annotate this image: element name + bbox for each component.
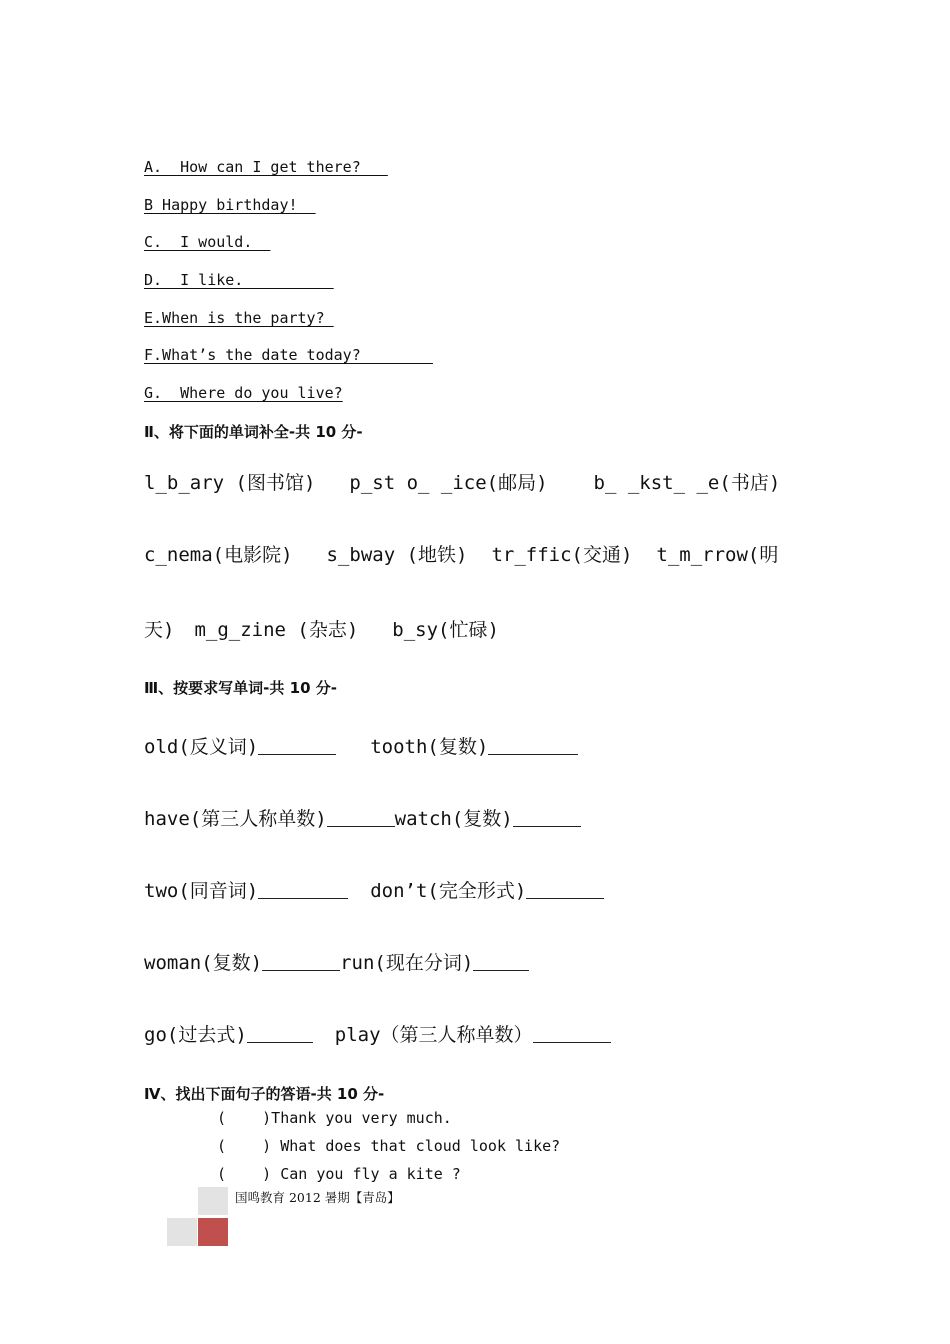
word-completion-row-2 — [144, 540, 778, 567]
footer-accent-square — [198, 1218, 228, 1246]
answer-option-c: C. I would. — [144, 233, 271, 251]
word-item: s_bway (地铁) — [326, 544, 468, 566]
word-prompt: woman(复数) — [144, 952, 263, 974]
word-prompt: run(现在分词) — [340, 952, 474, 974]
answer-option-b: B Happy birthday! — [144, 196, 316, 214]
word-completion-row-3 — [144, 615, 499, 642]
word-prompt: watch(复数) — [394, 808, 513, 830]
footer-decoration-square — [167, 1218, 197, 1246]
answer-blank[interactable] — [258, 753, 336, 755]
section-heading-2: Ⅱ、将下面的单词补全-共 10 分- — [144, 423, 363, 441]
word-item: b_sy(忙碌) — [392, 619, 499, 641]
word-prompt: go(过去式) — [144, 1024, 247, 1046]
answer-option-e: E.When is the party? — [144, 309, 334, 327]
word-item: l_b_ary (图书馆) — [144, 472, 316, 494]
answer-option-f: F.What’s the date today? — [144, 346, 433, 364]
answer-blank[interactable] — [247, 1041, 313, 1043]
word-prompt: don’t(完全形式) — [370, 880, 527, 902]
answer-blank[interactable] — [473, 969, 529, 971]
word-prompt: old(反义词) — [144, 736, 259, 758]
word-prompt: tooth(复数) — [370, 736, 489, 758]
section-heading-3: Ⅲ、按要求写单词-共 10 分- — [144, 679, 337, 697]
word-item: m_g_zine (杂志) — [194, 619, 359, 641]
word-prompt: have(第三人称单数) — [144, 808, 327, 830]
answer-blank[interactable] — [262, 969, 340, 971]
answer-blank[interactable] — [488, 753, 578, 755]
word-item: b_ _kst_ _e(书店) — [593, 472, 781, 494]
answer-blank[interactable] — [327, 825, 395, 827]
answer-option-g: G. Where do you live? — [144, 384, 343, 402]
answer-blank[interactable] — [533, 1041, 611, 1043]
answer-option-d: D. I like. — [144, 271, 334, 289]
word-item: 天) — [144, 619, 175, 641]
word-form-row — [144, 1020, 611, 1047]
question-item: ( ) What does that cloud look like? — [217, 1137, 561, 1155]
answer-option-a: A. How can I get there? — [144, 158, 388, 176]
word-item: p_st o_ _ice(邮局) — [349, 472, 548, 494]
word-item: c_nema(电影院) — [144, 544, 293, 566]
question-item: ( ) Can you fly a kite ? — [217, 1165, 461, 1183]
word-form-row — [144, 876, 604, 903]
word-completion-row-1 — [144, 468, 780, 495]
footer-decoration-square — [198, 1187, 228, 1215]
word-form-row — [144, 804, 581, 831]
word-prompt: two(同音词) — [144, 880, 259, 902]
word-form-row — [144, 732, 578, 759]
answer-blank[interactable] — [526, 897, 604, 899]
question-item: ( )Thank you very much. — [217, 1109, 452, 1127]
word-item: tr_ffic(交通) — [491, 544, 633, 566]
section-heading-4: Ⅳ、找出下面句子的答语-共 10 分- — [144, 1085, 385, 1103]
word-item: t_m_rrow(明 — [656, 544, 779, 566]
footer-text: 国鸣教育 2012 暑期【青岛】 — [235, 1190, 400, 1205]
word-form-row — [144, 948, 529, 975]
word-prompt: play（第三人称单数） — [334, 1024, 533, 1046]
answer-blank[interactable] — [258, 897, 348, 899]
answer-blank[interactable] — [513, 825, 581, 827]
